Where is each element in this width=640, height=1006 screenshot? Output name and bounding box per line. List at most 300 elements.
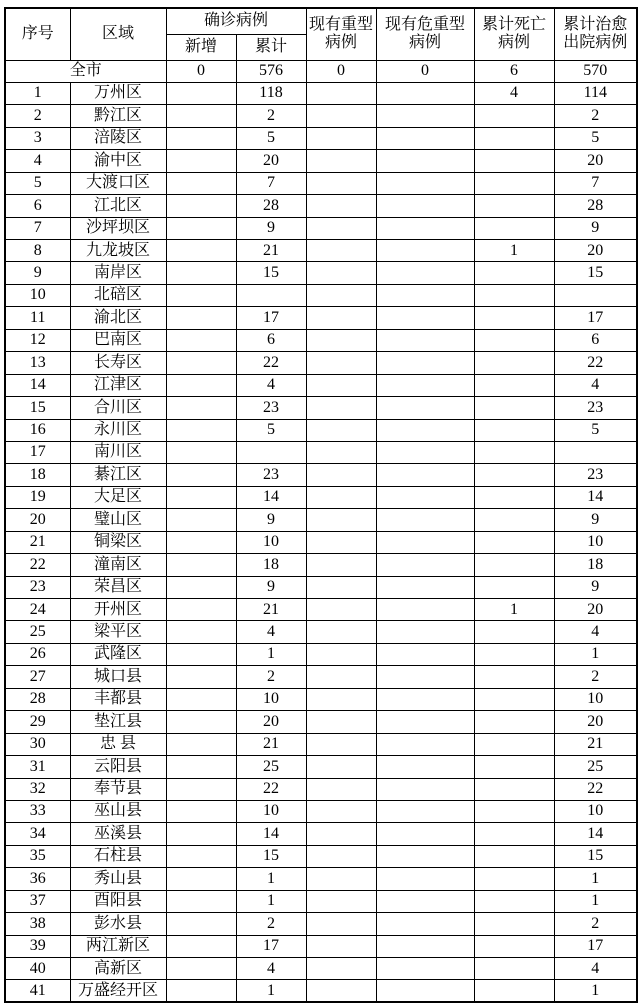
table-row bbox=[5, 800, 637, 822]
cell-total: 9 bbox=[236, 576, 306, 598]
cell-region: 开州区 bbox=[70, 599, 166, 621]
cell-critical bbox=[376, 217, 474, 239]
cell-cured: 14 bbox=[554, 486, 637, 508]
col-header-severe-line2: 病例 bbox=[325, 34, 358, 52]
cell-deaths: 1 bbox=[474, 240, 554, 262]
cell-new bbox=[166, 240, 236, 262]
cell-cured: 17 bbox=[554, 307, 637, 329]
cell-total: 23 bbox=[236, 397, 306, 419]
table-row bbox=[5, 262, 637, 284]
table-row bbox=[5, 307, 637, 329]
cell-severe bbox=[306, 599, 376, 621]
cell-deaths bbox=[474, 217, 554, 239]
cell-deaths bbox=[474, 913, 554, 935]
cell-new bbox=[166, 554, 236, 576]
cell-region: 云阳县 bbox=[70, 756, 166, 778]
table-row bbox=[5, 397, 637, 419]
cell-cured: 20 bbox=[554, 240, 637, 262]
table-row bbox=[5, 150, 637, 172]
cell-new bbox=[166, 800, 236, 822]
cell-new bbox=[166, 868, 236, 890]
cell-deaths bbox=[474, 307, 554, 329]
cell-serial: 3 bbox=[5, 127, 70, 149]
cell-severe bbox=[306, 105, 376, 127]
cell-new bbox=[166, 688, 236, 710]
col-header-severe-line1: 现有重型 bbox=[309, 15, 374, 33]
table-row bbox=[5, 329, 637, 351]
cell-region: 秀山县 bbox=[70, 868, 166, 890]
cell-total: 25 bbox=[236, 756, 306, 778]
cell-serial: 8 bbox=[5, 240, 70, 262]
cell-serial: 40 bbox=[5, 958, 70, 980]
cell-serial: 32 bbox=[5, 778, 70, 800]
cell-deaths bbox=[474, 352, 554, 374]
cell-new bbox=[166, 419, 236, 441]
cell-severe bbox=[306, 554, 376, 576]
cell-critical bbox=[376, 554, 474, 576]
cell-region: 南川区 bbox=[70, 441, 166, 463]
cell-region: 南岸区 bbox=[70, 262, 166, 284]
cell-region: 大足区 bbox=[70, 486, 166, 508]
cell-deaths bbox=[474, 756, 554, 778]
cell-critical bbox=[376, 531, 474, 553]
table-row bbox=[5, 890, 637, 912]
cell-serial: 2 bbox=[5, 105, 70, 127]
cell-critical bbox=[376, 509, 474, 531]
cell-critical bbox=[376, 800, 474, 822]
cell-region: 荣昌区 bbox=[70, 576, 166, 598]
cell-cured: 9 bbox=[554, 576, 637, 598]
cell-deaths bbox=[474, 845, 554, 867]
table-row bbox=[5, 711, 637, 733]
table-row bbox=[5, 688, 637, 710]
cell-critical bbox=[376, 868, 474, 890]
cell-new bbox=[166, 935, 236, 957]
cell-cured: 22 bbox=[554, 352, 637, 374]
cell-new bbox=[166, 352, 236, 374]
cell-deaths bbox=[474, 935, 554, 957]
table-row bbox=[5, 643, 637, 665]
cell-region: 巫溪县 bbox=[70, 823, 166, 845]
cell-region: 九龙坡区 bbox=[70, 240, 166, 262]
cell-cured: 10 bbox=[554, 688, 637, 710]
col-header-deaths bbox=[474, 8, 554, 60]
cell-deaths bbox=[474, 666, 554, 688]
cell-severe bbox=[306, 329, 376, 351]
cell-region: 垫江县 bbox=[70, 711, 166, 733]
cell-new: 0 bbox=[166, 60, 236, 82]
table-row bbox=[5, 554, 637, 576]
cell-serial: 18 bbox=[5, 464, 70, 486]
cell-region: 全市 bbox=[5, 60, 166, 82]
table-row bbox=[5, 823, 637, 845]
cell-total: 22 bbox=[236, 352, 306, 374]
cell-severe bbox=[306, 262, 376, 284]
cell-new bbox=[166, 958, 236, 980]
cell-region: 高新区 bbox=[70, 958, 166, 980]
cell-new bbox=[166, 284, 236, 306]
col-header-new: 新增 bbox=[166, 34, 236, 60]
cell-deaths bbox=[474, 486, 554, 508]
cell-deaths bbox=[474, 643, 554, 665]
cell-severe bbox=[306, 441, 376, 463]
cell-severe bbox=[306, 845, 376, 867]
cell-critical bbox=[376, 778, 474, 800]
col-header-critical-line1: 现有危重型 bbox=[385, 15, 466, 33]
cell-deaths bbox=[474, 195, 554, 217]
cell-deaths bbox=[474, 868, 554, 890]
cell-total: 22 bbox=[236, 778, 306, 800]
cell-region: 巴南区 bbox=[70, 329, 166, 351]
cell-cured: 23 bbox=[554, 397, 637, 419]
cell-deaths bbox=[474, 733, 554, 755]
col-header-critical bbox=[376, 8, 474, 60]
cell-deaths bbox=[474, 823, 554, 845]
col-header-deaths-line2: 病例 bbox=[498, 34, 531, 52]
cell-cured: 7 bbox=[554, 172, 637, 194]
cell-serial: 17 bbox=[5, 441, 70, 463]
cell-new bbox=[166, 599, 236, 621]
cell-region: 綦江区 bbox=[70, 464, 166, 486]
cell-region: 彭水县 bbox=[70, 913, 166, 935]
cell-cured: 2 bbox=[554, 105, 637, 127]
cell-serial: 4 bbox=[5, 150, 70, 172]
cell-cured: 18 bbox=[554, 554, 637, 576]
cell-total: 2 bbox=[236, 105, 306, 127]
cell-total: 576 bbox=[236, 60, 306, 82]
table-row bbox=[5, 105, 637, 127]
cell-severe bbox=[306, 486, 376, 508]
cell-region: 铜梁区 bbox=[70, 531, 166, 553]
cell-deaths bbox=[474, 576, 554, 598]
cell-deaths bbox=[474, 262, 554, 284]
cell-new bbox=[166, 778, 236, 800]
cell-cured: 1 bbox=[554, 643, 637, 665]
cell-serial: 7 bbox=[5, 217, 70, 239]
cell-cured: 4 bbox=[554, 621, 637, 643]
cell-critical bbox=[376, 172, 474, 194]
cell-total: 6 bbox=[236, 329, 306, 351]
cell-cured: 20 bbox=[554, 150, 637, 172]
table-row bbox=[5, 756, 637, 778]
cell-critical bbox=[376, 127, 474, 149]
col-header-region: 区域 bbox=[70, 8, 166, 60]
cell-critical bbox=[376, 419, 474, 441]
cell-deaths bbox=[474, 172, 554, 194]
table-row bbox=[5, 913, 637, 935]
cell-new bbox=[166, 509, 236, 531]
col-header-cured bbox=[554, 8, 637, 60]
cell-critical bbox=[376, 374, 474, 396]
cell-new bbox=[166, 262, 236, 284]
cell-critical bbox=[376, 576, 474, 598]
cell-deaths: 4 bbox=[474, 82, 554, 104]
cell-severe bbox=[306, 509, 376, 531]
cell-deaths bbox=[474, 284, 554, 306]
cell-severe bbox=[306, 800, 376, 822]
cell-severe bbox=[306, 666, 376, 688]
table-row bbox=[5, 127, 637, 149]
cell-cured bbox=[554, 284, 637, 306]
table-row bbox=[5, 621, 637, 643]
table-row bbox=[5, 935, 637, 957]
cell-total: 10 bbox=[236, 688, 306, 710]
cell-total: 21 bbox=[236, 733, 306, 755]
cell-severe bbox=[306, 82, 376, 104]
cell-critical bbox=[376, 688, 474, 710]
cell-cured: 20 bbox=[554, 711, 637, 733]
cell-serial: 23 bbox=[5, 576, 70, 598]
cell-serial: 5 bbox=[5, 172, 70, 194]
cell-critical bbox=[376, 733, 474, 755]
cell-total: 14 bbox=[236, 486, 306, 508]
cell-critical bbox=[376, 397, 474, 419]
cell-deaths bbox=[474, 890, 554, 912]
cell-region: 璧山区 bbox=[70, 509, 166, 531]
cell-total: 5 bbox=[236, 419, 306, 441]
cell-total: 9 bbox=[236, 217, 306, 239]
cell-new bbox=[166, 666, 236, 688]
cell-deaths bbox=[474, 778, 554, 800]
cell-total: 18 bbox=[236, 554, 306, 576]
table-row bbox=[5, 172, 637, 194]
table-row bbox=[5, 374, 637, 396]
cell-region: 巫山县 bbox=[70, 800, 166, 822]
cell-deaths bbox=[474, 464, 554, 486]
cell-critical bbox=[376, 150, 474, 172]
cell-critical bbox=[376, 823, 474, 845]
cell-new bbox=[166, 980, 236, 1002]
table-header bbox=[5, 8, 637, 60]
cell-severe bbox=[306, 823, 376, 845]
table-row bbox=[5, 958, 637, 980]
cell-new bbox=[166, 643, 236, 665]
cell-new bbox=[166, 621, 236, 643]
cell-critical bbox=[376, 666, 474, 688]
cell-severe bbox=[306, 688, 376, 710]
cell-region: 丰都县 bbox=[70, 688, 166, 710]
cell-cured: 28 bbox=[554, 195, 637, 217]
cell-serial: 25 bbox=[5, 621, 70, 643]
table-row bbox=[5, 845, 637, 867]
cell-critical bbox=[376, 486, 474, 508]
cell-region: 石柱县 bbox=[70, 845, 166, 867]
cell-severe bbox=[306, 240, 376, 262]
cell-deaths bbox=[474, 329, 554, 351]
cell-critical bbox=[376, 621, 474, 643]
cell-total: 15 bbox=[236, 845, 306, 867]
cell-region: 沙坪坝区 bbox=[70, 217, 166, 239]
cell-region: 万盛经开区 bbox=[70, 980, 166, 1002]
cell-total: 1 bbox=[236, 890, 306, 912]
cell-deaths bbox=[474, 105, 554, 127]
cell-new bbox=[166, 576, 236, 598]
table-row bbox=[5, 531, 637, 553]
cell-new bbox=[166, 195, 236, 217]
cell-severe bbox=[306, 352, 376, 374]
cell-serial: 10 bbox=[5, 284, 70, 306]
cell-serial: 27 bbox=[5, 666, 70, 688]
cell-cured: 1 bbox=[554, 980, 637, 1002]
cell-cured: 15 bbox=[554, 262, 637, 284]
citywide-row bbox=[5, 60, 637, 82]
cell-severe bbox=[306, 756, 376, 778]
cell-new bbox=[166, 217, 236, 239]
table-row bbox=[5, 509, 637, 531]
cell-serial: 20 bbox=[5, 509, 70, 531]
table-row bbox=[5, 486, 637, 508]
cell-total: 2 bbox=[236, 666, 306, 688]
cell-total: 10 bbox=[236, 531, 306, 553]
cell-deaths bbox=[474, 374, 554, 396]
cell-serial: 14 bbox=[5, 374, 70, 396]
cell-cured: 14 bbox=[554, 823, 637, 845]
table-row bbox=[5, 733, 637, 755]
table-row bbox=[5, 778, 637, 800]
cell-deaths bbox=[474, 958, 554, 980]
cell-critical bbox=[376, 195, 474, 217]
cell-deaths bbox=[474, 150, 554, 172]
cell-critical bbox=[376, 643, 474, 665]
cell-severe bbox=[306, 643, 376, 665]
cell-cured: 10 bbox=[554, 531, 637, 553]
cell-severe bbox=[306, 217, 376, 239]
cell-serial: 37 bbox=[5, 890, 70, 912]
cell-cured: 10 bbox=[554, 800, 637, 822]
cell-serial: 39 bbox=[5, 935, 70, 957]
col-header-confirmed-group: 确诊病例 bbox=[166, 8, 306, 34]
cell-serial: 29 bbox=[5, 711, 70, 733]
cell-total: 9 bbox=[236, 509, 306, 531]
cell-severe bbox=[306, 778, 376, 800]
cell-new bbox=[166, 150, 236, 172]
cell-region: 酉阳县 bbox=[70, 890, 166, 912]
cell-severe bbox=[306, 958, 376, 980]
cell-critical bbox=[376, 890, 474, 912]
cell-total: 23 bbox=[236, 464, 306, 486]
cell-serial: 36 bbox=[5, 868, 70, 890]
cell-deaths: 1 bbox=[474, 599, 554, 621]
cell-severe bbox=[306, 576, 376, 598]
col-header-serial: 序号 bbox=[5, 8, 70, 60]
cell-critical bbox=[376, 352, 474, 374]
cell-deaths bbox=[474, 621, 554, 643]
cell-severe bbox=[306, 374, 376, 396]
cell-serial: 41 bbox=[5, 980, 70, 1002]
cell-critical: 0 bbox=[376, 60, 474, 82]
cell-new bbox=[166, 486, 236, 508]
cell-region: 合川区 bbox=[70, 397, 166, 419]
cell-severe bbox=[306, 868, 376, 890]
cell-severe bbox=[306, 913, 376, 935]
cell-critical bbox=[376, 441, 474, 463]
header-row-1 bbox=[5, 8, 637, 34]
table-row bbox=[5, 464, 637, 486]
table-body bbox=[5, 60, 637, 1002]
cell-serial: 1 bbox=[5, 82, 70, 104]
cell-total: 4 bbox=[236, 374, 306, 396]
cell-serial: 28 bbox=[5, 688, 70, 710]
cell-new bbox=[166, 711, 236, 733]
cell-severe bbox=[306, 464, 376, 486]
cell-total: 21 bbox=[236, 240, 306, 262]
cell-critical bbox=[376, 105, 474, 127]
cell-region: 渝北区 bbox=[70, 307, 166, 329]
cell-critical bbox=[376, 307, 474, 329]
cell-new bbox=[166, 82, 236, 104]
cell-region: 永川区 bbox=[70, 419, 166, 441]
cell-total: 21 bbox=[236, 599, 306, 621]
cell-region: 渝中区 bbox=[70, 150, 166, 172]
cell-critical bbox=[376, 240, 474, 262]
cell-critical bbox=[376, 935, 474, 957]
table-row bbox=[5, 284, 637, 306]
cell-cured: 4 bbox=[554, 958, 637, 980]
table-row bbox=[5, 576, 637, 598]
cell-region: 涪陵区 bbox=[70, 127, 166, 149]
cell-new bbox=[166, 845, 236, 867]
cell-region: 潼南区 bbox=[70, 554, 166, 576]
table-row bbox=[5, 195, 637, 217]
cell-region: 两江新区 bbox=[70, 935, 166, 957]
cell-new bbox=[166, 397, 236, 419]
cell-serial: 15 bbox=[5, 397, 70, 419]
col-header-cured-line2: 出院病例 bbox=[563, 34, 628, 52]
cell-severe bbox=[306, 195, 376, 217]
cell-severe bbox=[306, 284, 376, 306]
cell-new bbox=[166, 127, 236, 149]
cell-cured: 25 bbox=[554, 756, 637, 778]
cell-serial: 12 bbox=[5, 329, 70, 351]
cell-serial: 11 bbox=[5, 307, 70, 329]
cell-serial: 13 bbox=[5, 352, 70, 374]
cell-serial: 6 bbox=[5, 195, 70, 217]
cell-severe bbox=[306, 172, 376, 194]
cell-new bbox=[166, 464, 236, 486]
cell-severe: 0 bbox=[306, 60, 376, 82]
cell-total: 17 bbox=[236, 307, 306, 329]
cell-region: 奉节县 bbox=[70, 778, 166, 800]
cell-region: 黔江区 bbox=[70, 105, 166, 127]
cell-serial: 33 bbox=[5, 800, 70, 822]
cell-severe bbox=[306, 397, 376, 419]
cell-severe bbox=[306, 150, 376, 172]
cell-cured: 1 bbox=[554, 890, 637, 912]
cell-total: 1 bbox=[236, 980, 306, 1002]
cell-critical bbox=[376, 845, 474, 867]
cell-serial: 21 bbox=[5, 531, 70, 553]
cell-total bbox=[236, 441, 306, 463]
cell-cured: 6 bbox=[554, 329, 637, 351]
cell-severe bbox=[306, 733, 376, 755]
cell-total: 5 bbox=[236, 127, 306, 149]
cell-serial: 34 bbox=[5, 823, 70, 845]
cell-region: 长寿区 bbox=[70, 352, 166, 374]
cell-serial: 31 bbox=[5, 756, 70, 778]
cell-cured: 9 bbox=[554, 217, 637, 239]
cell-region: 忠 县 bbox=[70, 733, 166, 755]
cell-critical bbox=[376, 980, 474, 1002]
table-row bbox=[5, 980, 637, 1002]
col-header-critical-line2: 病例 bbox=[409, 34, 442, 52]
table-row bbox=[5, 82, 637, 104]
cell-total: 20 bbox=[236, 150, 306, 172]
cell-total bbox=[236, 284, 306, 306]
cell-critical bbox=[376, 329, 474, 351]
cell-total: 7 bbox=[236, 172, 306, 194]
cell-region: 梁平区 bbox=[70, 621, 166, 643]
cell-critical bbox=[376, 711, 474, 733]
